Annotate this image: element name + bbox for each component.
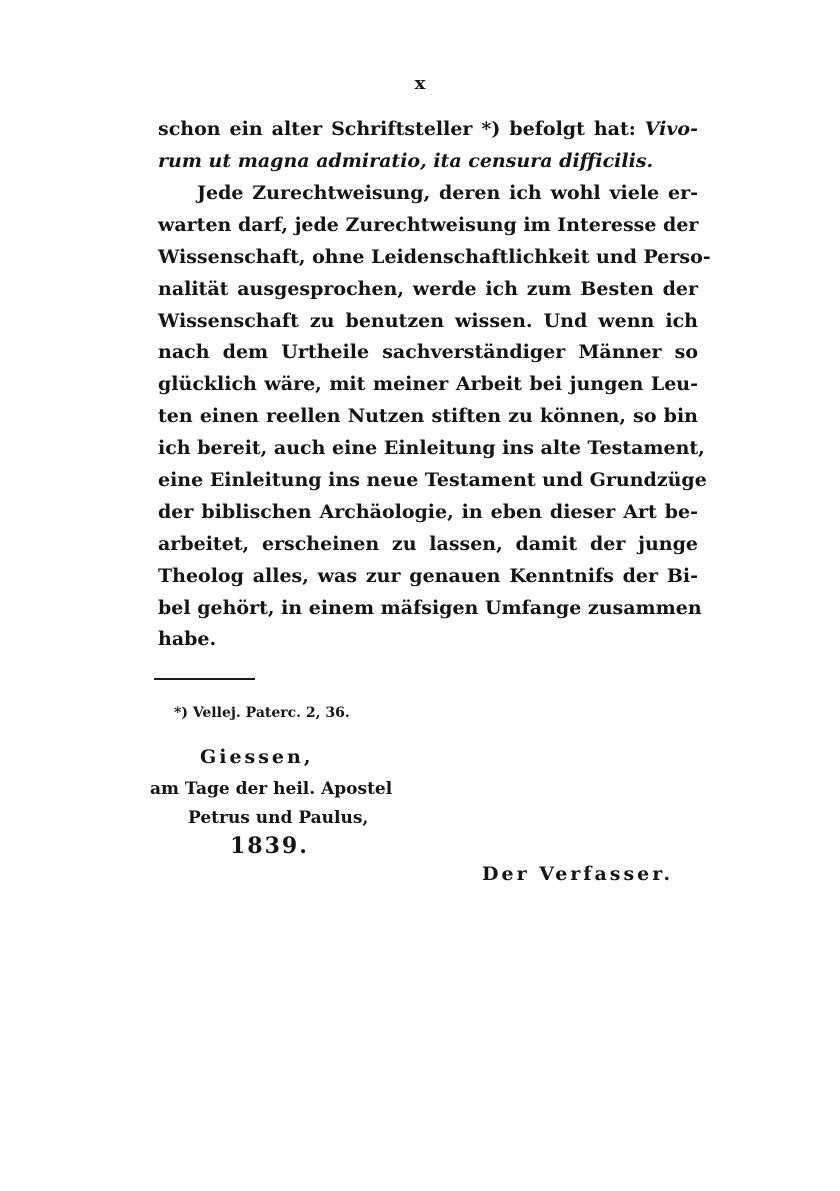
text-line: eine Einleitung ins neue Testament und Grundzüge (158, 469, 707, 492)
text-line: nalität ausgesprochen, werde ich zum Besten der (158, 277, 698, 300)
text-line: Jede Zurechtweisung, deren ich wohl viele er- (197, 182, 698, 204)
text-line: Theolog alles, was zur genauen Kenntnifs der Bi- (158, 564, 698, 587)
text-line: ich bereit, auch eine Einleitung ins alte Testament, (158, 437, 705, 460)
text-line: ten einen reellen Nutzen stiften zu können, so bin (158, 405, 698, 428)
closing-place: Giessen, (200, 746, 314, 768)
paragraph-continuation (158, 114, 698, 178)
text-line: bel gehört, in einem mäfsigen Umfange zusammen (158, 596, 702, 619)
closing-date-line-2: Petrus und Paulus, (188, 808, 369, 828)
text-line: Wissenschaft, ohne Leidenschaftlichkeit und Perso- (158, 245, 711, 268)
text-line: habe. (158, 628, 217, 651)
footnote: *) Vellej. Paterc. 2, 36. (174, 705, 350, 721)
author-signature: Der Verfasser. (482, 863, 674, 885)
text-line (158, 114, 698, 146)
text-line: Wissenschaft zu benutzen wissen. Und wenn ich (158, 309, 698, 332)
text-line: glücklich wäre, mit meiner Arbeit bei jungen Leu- (158, 373, 698, 396)
text-line: nach dem Urtheile sachverständiger Männer so (158, 341, 698, 364)
text-italic: Vivo- (644, 118, 698, 140)
text-line: der biblischen Archäologie, in eben dieser Art be- (158, 500, 698, 523)
text-line: arbeitet, erscheinen zu lassen, damit der junge (158, 532, 698, 555)
closing-year: 1839. (230, 833, 309, 859)
paragraph-main (158, 178, 711, 656)
text-line: rum ut magna admiratio, ita censura difficilis. (158, 149, 654, 172)
footnote-divider (154, 678, 255, 680)
text-line: warten darf, jede Zurechtweisung im Interesse der (158, 213, 699, 236)
closing-date-line-1: am Tage der heil. Apostel (150, 779, 393, 799)
text-normal: schon ein alter Schriftsteller *) befolgt hat: (158, 118, 645, 140)
page-number: x (414, 73, 426, 94)
